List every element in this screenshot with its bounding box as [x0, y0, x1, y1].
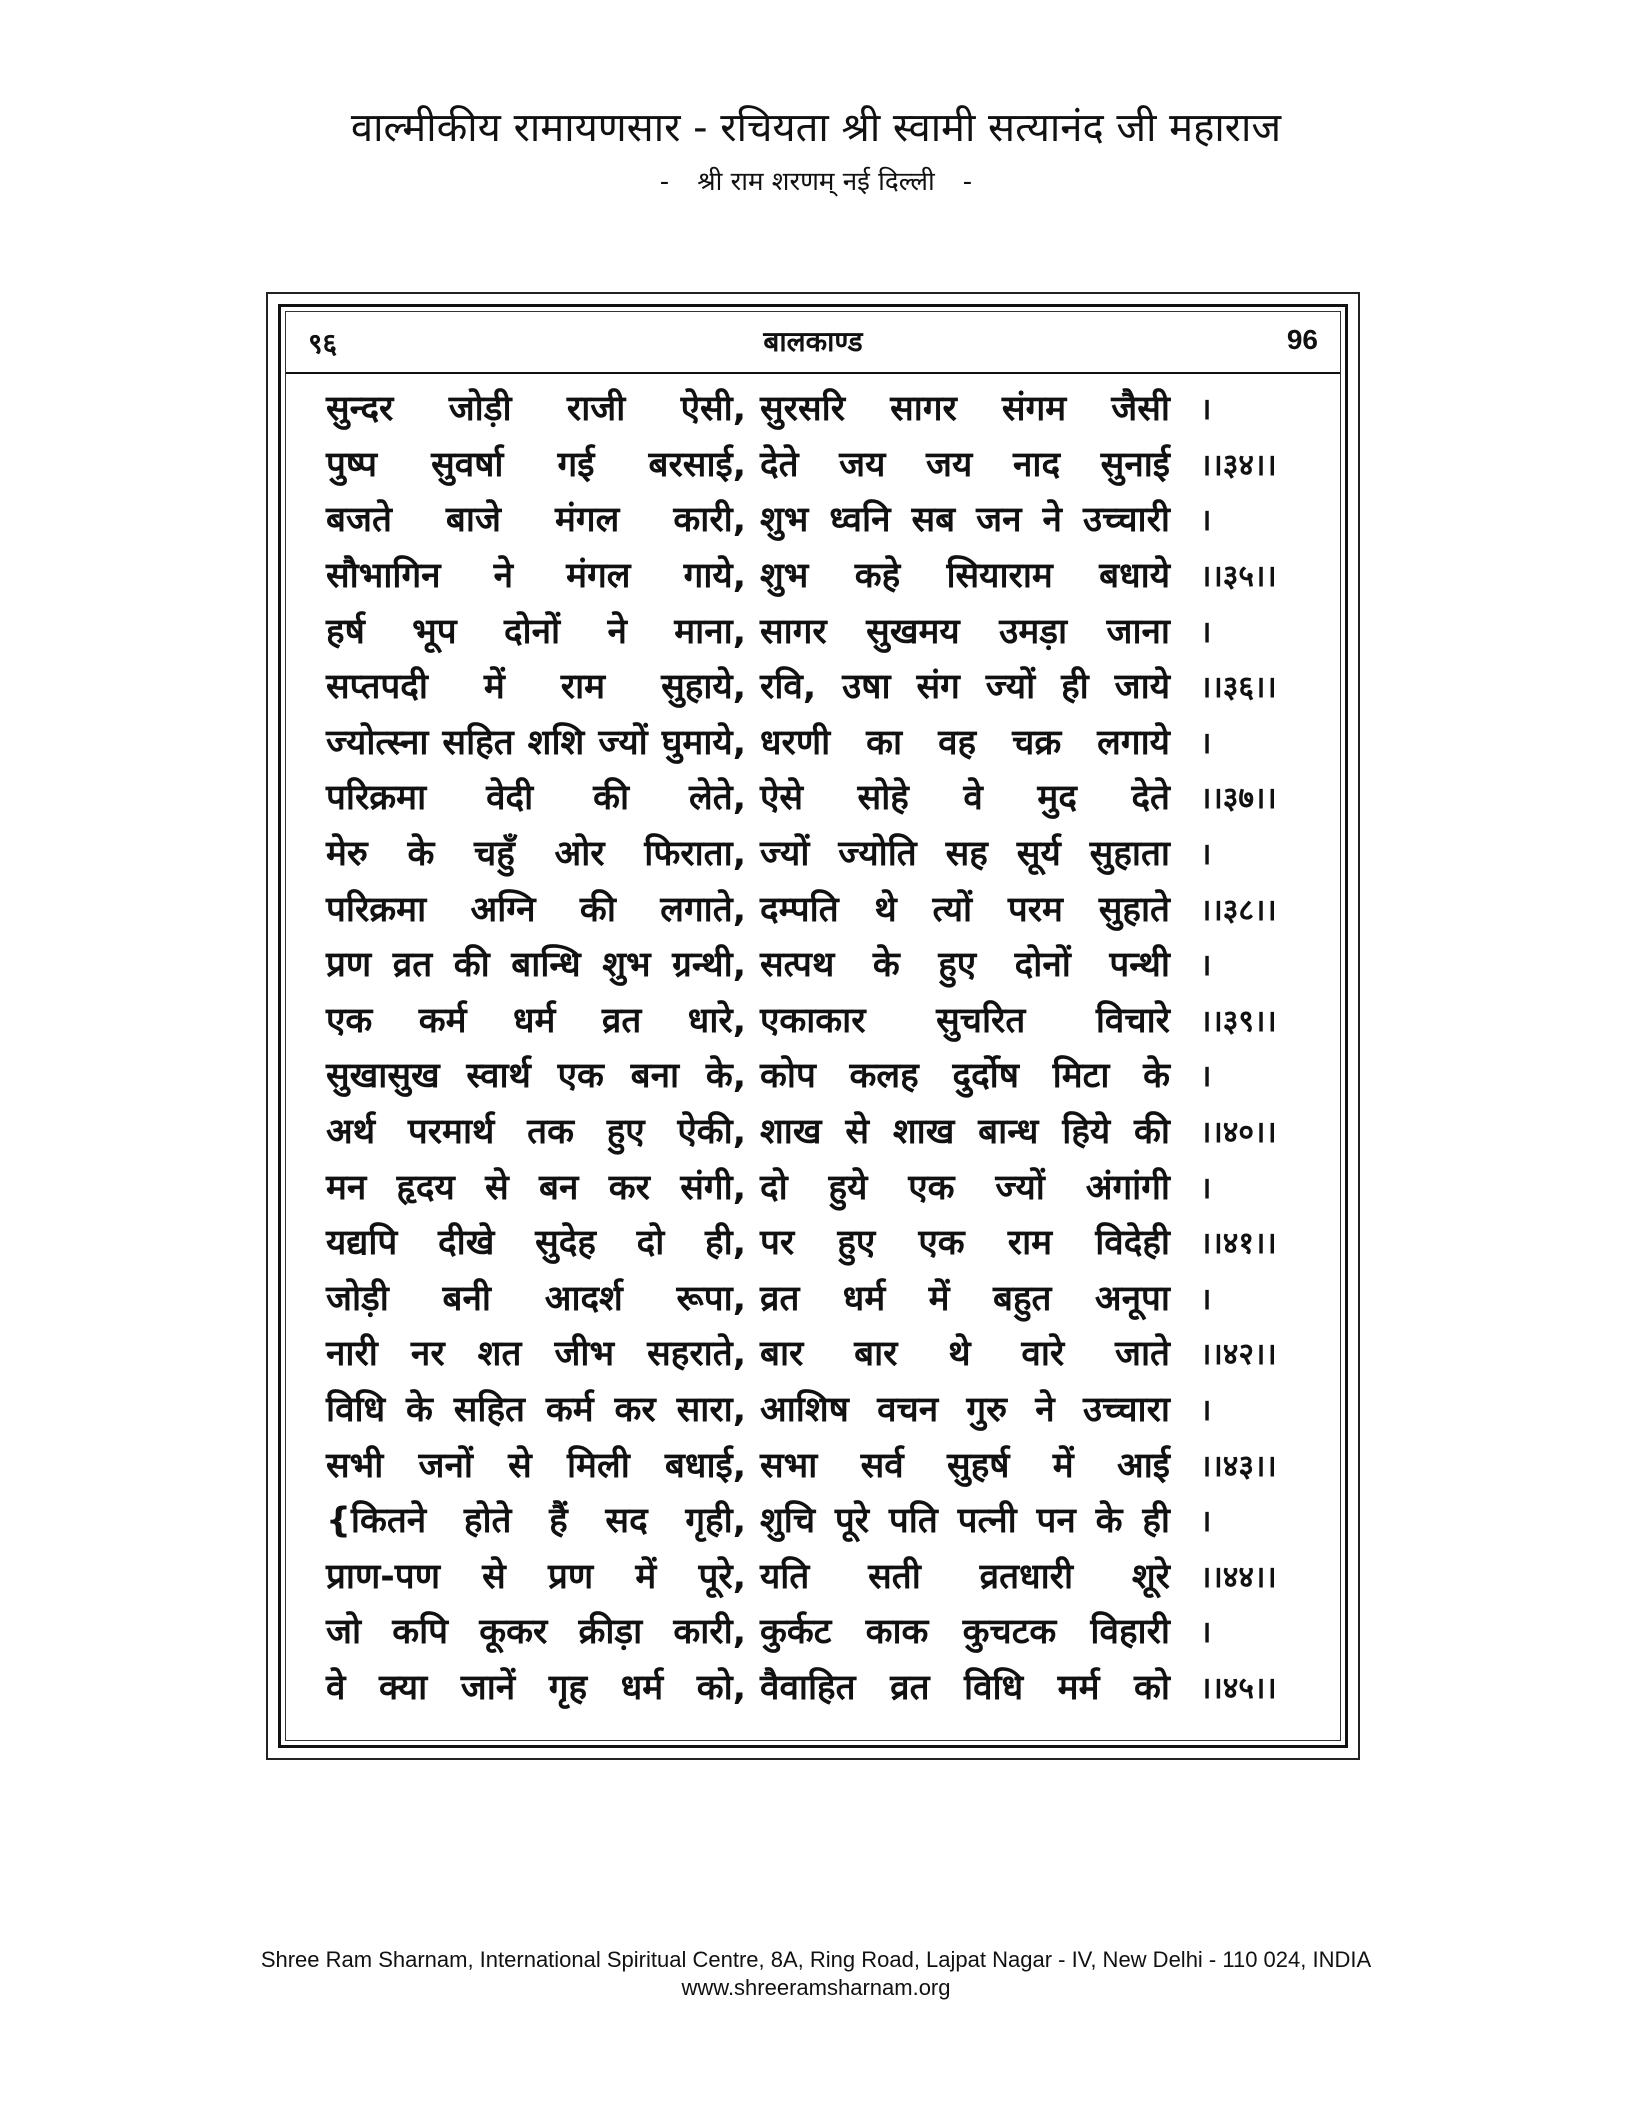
section-title: बालकाण्ड: [763, 325, 863, 358]
verse-number: ।।३९।।: [1200, 1003, 1277, 1039]
verse-row: [326, 1325, 1320, 1381]
verse-number: ।: [1200, 614, 1212, 650]
verse-first-half: हर्ष भूप दोनों ने माना,: [326, 611, 746, 652]
verse-second-half: पर हुए एक राम विदेही: [760, 1223, 1170, 1264]
verse-number: ।।४३।।: [1200, 1448, 1277, 1484]
verse-row: [326, 880, 1320, 936]
verse-number: ।।४४।।: [1200, 1559, 1277, 1595]
page-frame-border: [285, 311, 1341, 1741]
verse-second-half: सभा सर्व सुहर्ष में आई: [760, 1445, 1170, 1486]
verse-number: ।: [1200, 503, 1212, 539]
verse-first-half: प्रण व्रत की बान्धि शुभ ग्रन्थी,: [326, 945, 746, 986]
verse-first-half: ज्योत्स्ना सहित शशि ज्यों घुमाये,: [326, 722, 746, 763]
verse-row: [326, 992, 1320, 1048]
verse-second-half: यति सती व्रतधारी शूरे: [760, 1556, 1170, 1597]
verse-row: [326, 547, 1320, 603]
verse-number: ।: [1200, 725, 1212, 761]
verse-first-half: जोड़ी बनी आदर्श रूपा,: [326, 1278, 746, 1319]
verse-first-half: परिक्रमा वेदी की लेते,: [326, 778, 746, 819]
verse-second-half: सुरसरि सागर संगम जैसी: [760, 389, 1170, 430]
verse-second-half: व्रत धर्म में बहुत अनूपा: [760, 1278, 1170, 1319]
verse-row: [326, 491, 1320, 547]
verse-second-half: ज्यों ज्योति सह सूर्य सुहाता: [760, 834, 1170, 875]
verse-first-half: सुखासुख स्वार्थ एक बना के,: [326, 1056, 746, 1097]
verse-first-half: प्राण-पण से प्रण में पूरे,: [326, 1556, 746, 1597]
verse-row: [326, 769, 1320, 825]
document-title: वाल्मीकीय रामायणसार - रचियता श्री स्वामी सत्यानंद जी महाराज: [350, 105, 1282, 151]
verse-row: [326, 1214, 1320, 1270]
verse-second-half: रवि, उषा संग ज्यों ही जाये: [760, 667, 1170, 708]
verse-first-half: विधि के सहित कर्म कर सारा,: [326, 1389, 746, 1430]
verse-number: ।।३५।।: [1200, 559, 1277, 595]
verse-first-half: नारी नर शत जीभ सहराते,: [326, 1334, 746, 1375]
verse-first-half: सप्तपदी में राम सुहाये,: [326, 667, 746, 708]
verse-second-half: शुचि पूरे पति पत्नी पन के ही: [760, 1501, 1170, 1542]
verse-first-half: मन हृदय से बन कर संगी,: [326, 1167, 746, 1208]
footer-address: Shree Ram Sharnam, International Spiritual Centre, 8A, Ring Road, Lajpat Nagar - IV, New Delhi - 110 024, INDIA: [260, 1947, 1372, 1972]
verse-second-half: धरणी का वह चक्र लगाये: [760, 722, 1170, 763]
verse-row: [326, 1659, 1320, 1715]
verse-first-half: सुन्दर जोड़ी राजी ऐसी,: [326, 389, 746, 430]
verse-row: [326, 602, 1320, 658]
verse-second-half: दम्पति थे त्यों परम सुहाते: [760, 889, 1170, 930]
verse-number: ।।३६।।: [1200, 670, 1277, 706]
verse-number: ।: [1200, 1392, 1212, 1428]
verse-number: ।: [1200, 392, 1212, 428]
verse-row: [326, 1047, 1320, 1103]
verse-row: [326, 1103, 1320, 1159]
verse-first-half: परिक्रमा अग्नि की लगाते,: [326, 889, 746, 930]
verse-number: ।।४०।।: [1200, 1115, 1277, 1151]
verse-first-half: यद्यपि दीखे सुदेह दो ही,: [326, 1223, 746, 1264]
verse-row: [326, 658, 1320, 714]
verse-row: [326, 714, 1320, 770]
subtitle-text: श्री राम शरणम् नई दिल्ली: [697, 167, 935, 197]
verse-first-half: वे क्या जानें गृह धर्म को,: [326, 1667, 746, 1708]
page-frame: [266, 292, 1360, 1760]
verse-row: [326, 1547, 1320, 1603]
verse-first-half: सौभागिन ने मंगल गाये,: [326, 556, 746, 597]
page-frame-inner: [278, 304, 1348, 1748]
verse-number: ।।४१।।: [1200, 1226, 1277, 1262]
verse-first-half: {कितने होते हैं सद गृही,: [326, 1501, 746, 1542]
verse-second-half: एकाकार सुचरित विचारे: [760, 1000, 1170, 1041]
verse-number: ।।३४।।: [1200, 447, 1277, 483]
verse-row: [326, 936, 1320, 992]
verse-row: [326, 825, 1320, 881]
verse-second-half: वैवाहित व्रत विधि मर्म को: [760, 1667, 1170, 1708]
verse-number: ।।३७।।: [1200, 781, 1277, 817]
verse-first-half: पुष्प सुवर्षा गई बरसाई,: [326, 444, 746, 485]
footer-url[interactable]: www.shreeramsharnam.org: [681, 1975, 951, 2000]
verse-row: [326, 1603, 1320, 1659]
verse-second-half: सागर सुखमय उमड़ा जाना: [760, 611, 1170, 652]
verse-number: ।: [1200, 1281, 1212, 1317]
verse-number: ।।४५।।: [1200, 1670, 1277, 1706]
verse-second-half: ऐसे सोहे वे मुद देते: [760, 778, 1170, 819]
verse-first-half: एक कर्म धर्म व्रत धारे,: [326, 1000, 746, 1041]
verse-second-half: कोप कलह दुर्दोष मिटा के: [760, 1056, 1170, 1097]
verse-number: ।: [1200, 948, 1212, 984]
verse-second-half: शुभ ध्वनि सब जन ने उच्चारी: [760, 500, 1170, 541]
subtitle-dash-right: -: [962, 167, 973, 197]
page-number-devanagari: ९६: [308, 327, 338, 360]
verse-row: [326, 1492, 1320, 1548]
verse-second-half: आशिष वचन गुरु ने उच्चारा: [760, 1389, 1170, 1430]
verse-second-half: सत्पथ के हुए दोनों पन्थी: [760, 945, 1170, 986]
verse-row: [326, 1436, 1320, 1492]
page-header: [286, 312, 1340, 374]
verse-second-half: कुर्कट काक कुचटक विहारी: [760, 1612, 1170, 1653]
verse-number: ।।४२।।: [1200, 1337, 1277, 1373]
subtitle-dash-left: -: [659, 167, 670, 197]
verse-second-half: शुभ कहे सियाराम बधाये: [760, 556, 1170, 597]
verse-first-half: जो कपि कूकर क्रीड़ा कारी,: [326, 1612, 746, 1653]
verse-number: ।: [1200, 1059, 1212, 1095]
verse-row: [326, 436, 1320, 492]
verse-first-half: अर्थ परमार्थ तक हुए ऐकी,: [326, 1112, 746, 1153]
verse-row: [326, 1381, 1320, 1437]
document-subtitle: [0, 162, 1632, 202]
verse-number: ।: [1200, 837, 1212, 873]
footer: [0, 1946, 1632, 2002]
verse-second-half: देते जय जय नाद सुनाई: [760, 444, 1170, 485]
verse-row: [326, 1158, 1320, 1214]
verse-number: ।: [1200, 1615, 1212, 1651]
verse-first-half: बजते बाजे मंगल कारी,: [326, 500, 746, 541]
verse-number: ।: [1200, 1504, 1212, 1540]
page-number: 96: [1286, 324, 1318, 355]
verse-first-half: सभी जनों से मिली बधाई,: [326, 1445, 746, 1486]
verse-second-half: बार बार थे वारे जाते: [760, 1334, 1170, 1375]
verse-second-half: शाख से शाख बान्ध हिये की: [760, 1112, 1170, 1153]
verse-first-half: मेरु के चहुँ ओर फिराता,: [326, 834, 746, 875]
verse-row: [326, 1270, 1320, 1326]
verse-list: [326, 380, 1320, 1714]
verse-second-half: दो हुये एक ज्यों अंगांगी: [760, 1167, 1170, 1208]
verse-row: [326, 380, 1320, 436]
verse-number: ।: [1200, 1170, 1212, 1206]
verse-number: ।।३८।।: [1200, 892, 1277, 928]
